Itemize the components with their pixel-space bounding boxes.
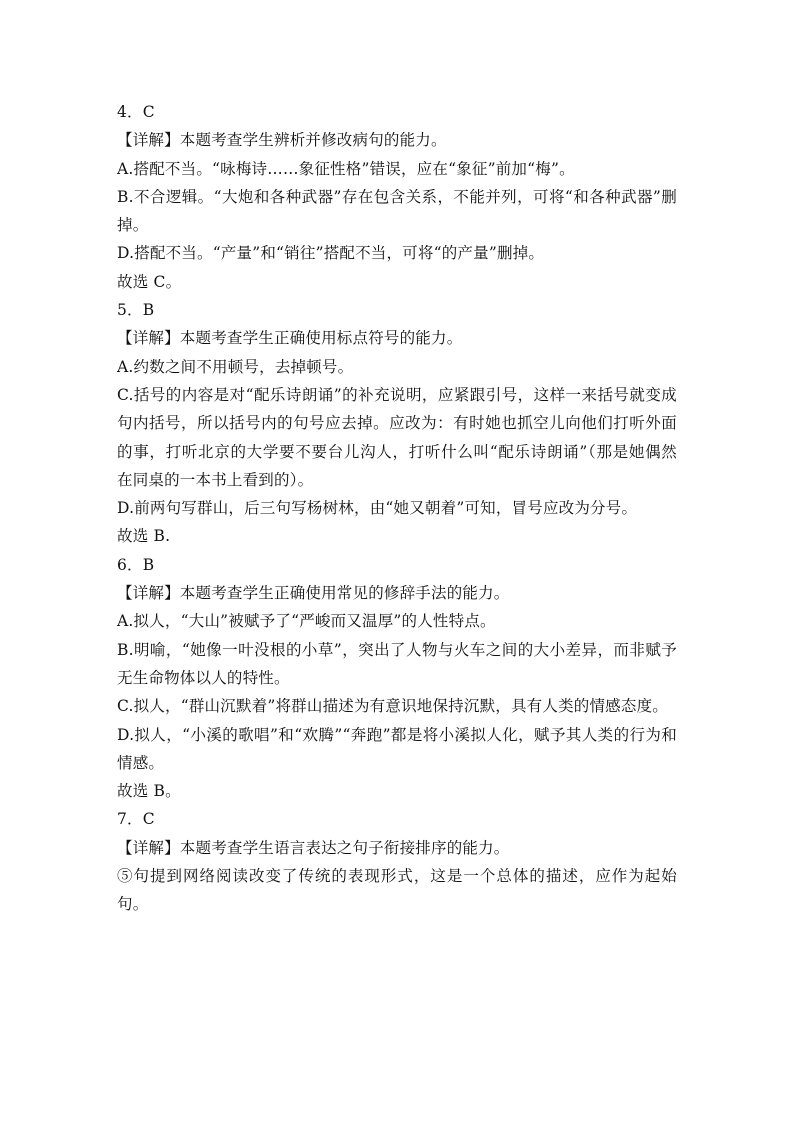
option-a-analysis-q6: A.拟人，“大山”被赋予了“严峻而又温厚”的人性特点。 — [117, 612, 496, 631]
option-c-analysis-q5-cont-1: 句内括号，所以括号内的句号应去掉。应改为：有时她也抓空儿向他们打听外面 — [117, 414, 677, 433]
option-c-analysis-q5-cont-2: 的事，打听北京的大学要不要台儿沟人，打听什么叫“配乐诗朗诵”（那是她偶然 — [117, 442, 677, 461]
option-b-analysis-q6-cont: 无生命物体以人的特性。 — [117, 668, 290, 687]
explanation-heading-q5: 【详解】本题考查学生正确使用标点符号的能力。 — [117, 329, 463, 348]
answer-explanations — [117, 98, 677, 919]
explanation-heading-q6: 【详解】本题考查学生正确使用常见的修辞手法的能力。 — [117, 584, 510, 603]
option-c-analysis-q6: C.拟人，“群山沉默着”将群山描述为有意识地保持沉默，具有人类的情感态度。 — [117, 697, 668, 716]
answer-q6: 故选 B。 — [117, 782, 181, 801]
option-c-analysis-q5: C.括号的内容是对“配乐诗朗诵”的补充说明，应紧跟引号，这样一来括号就变成 — [117, 385, 677, 404]
sentence-order-analysis-q7: ⑤句提到网络阅读改变了传统的表现形式，这是一个总体的描述，应作为起始 — [117, 867, 677, 886]
option-d-analysis-q6-cont: 情感。 — [117, 753, 165, 772]
answer-q4: 故选 C。 — [117, 272, 182, 291]
answer-q5: 故选 B. — [117, 527, 171, 546]
option-d-analysis-q5: D.前两句写群山，后三句写杨树林，由“她又朝着”可知，冒号应改为分号。 — [117, 499, 638, 518]
question-number-7: 7．C — [117, 810, 155, 829]
question-number-4: 4．C — [117, 103, 155, 121]
option-a-analysis-q5: A.约数之间不用顿号，去掉顿号。 — [117, 357, 354, 376]
option-b-analysis-q4-cont: 掉。 — [117, 216, 149, 235]
explanation-heading-q4: 【详解】本题考查学生辨析并修改病句的能力。 — [117, 131, 447, 150]
option-b-analysis-q6: B.明喻，“她像一叶没根的小草”，突出了人物与火车之间的大小差异，而非赋予 — [117, 640, 677, 659]
question-number-6: 6．B — [117, 555, 155, 574]
option-b-analysis-q4: B.不合逻辑。“大炮和各种武器”存在包含关系，不能并列，可将“和各种武器”删 — [117, 187, 677, 206]
option-d-analysis-q4: D.搭配不当。“产量”和“销往”搭配不当，可将“的产量”删掉。 — [117, 244, 545, 263]
question-number-5: 5．B — [117, 301, 155, 320]
option-d-analysis-q6: D.拟人，“小溪的歌唱”和“欢腾”“奔跑”都是将小溪拟人化，赋予其人类的行为和 — [117, 725, 677, 744]
sentence-order-analysis-q7-cont: 句。 — [117, 895, 149, 914]
option-c-analysis-q5-cont-3: 在同桌的一本书上看到的）。 — [117, 470, 314, 489]
option-a-analysis-q4: A.搭配不当。“咏梅诗……象征性格”错误，应在“象征”前加“梅”。 — [117, 159, 575, 178]
explanation-heading-q7: 【详解】本题考查学生语言表达之句子衔接排序的能力。 — [117, 838, 510, 857]
